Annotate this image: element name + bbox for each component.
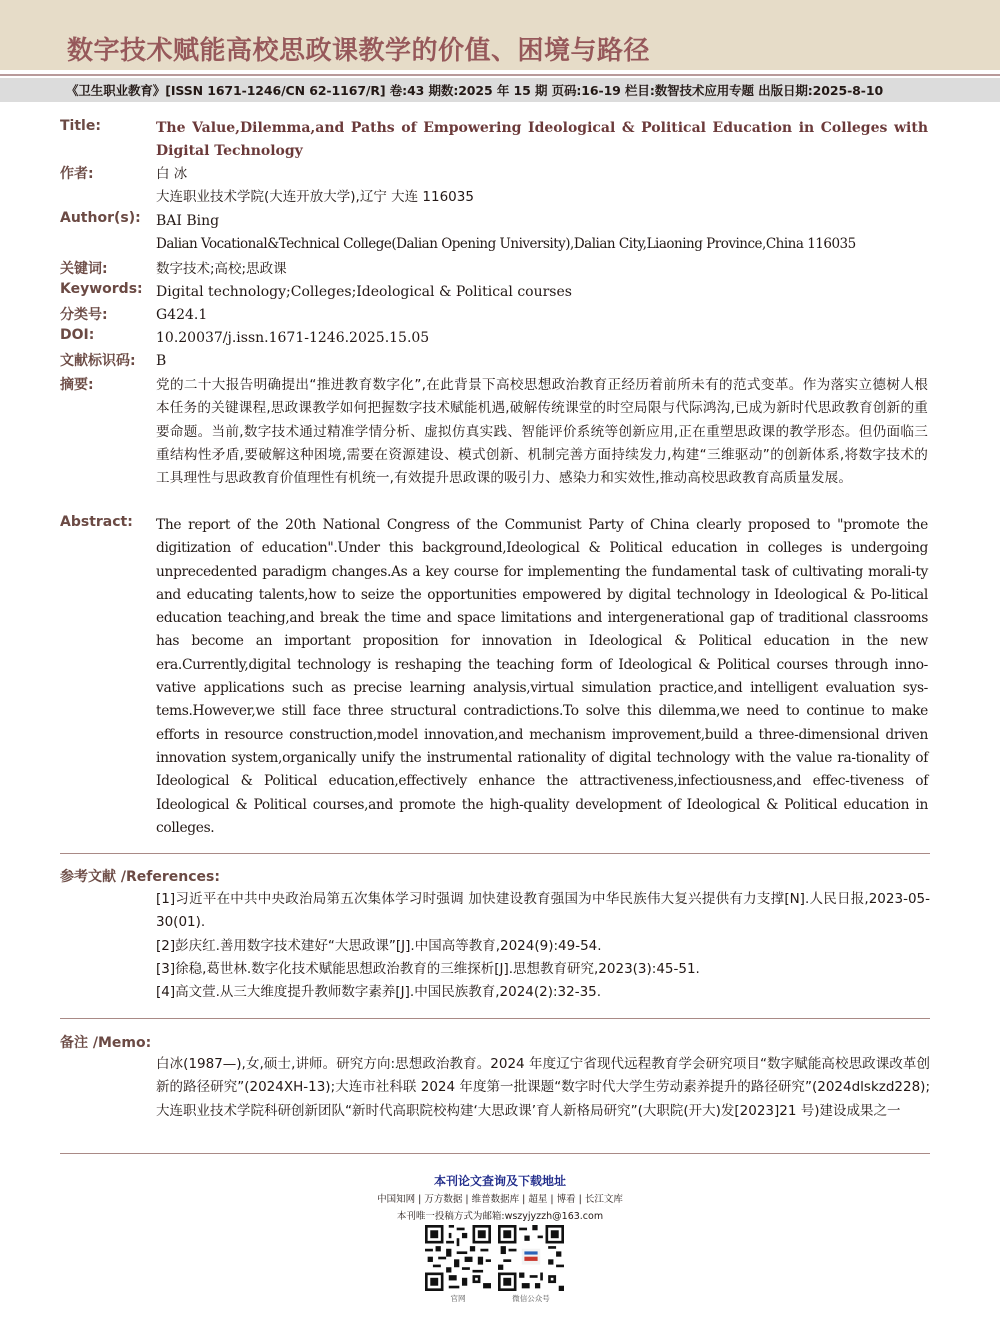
qr-label: 微信公众号 <box>512 1294 550 1303</box>
header-banner <box>0 0 1000 70</box>
title-en: The Value,Dilemma,and Paths of Empowering Ideological & Political Education in Colleges with Digital Technology <box>156 120 928 159</box>
divider <box>60 1153 930 1154</box>
field-author-en <box>60 210 930 256</box>
field-doi <box>60 327 930 350</box>
field-label: Keywords: <box>60 281 143 297</box>
field-keywords-en <box>60 281 930 304</box>
keywords-en: Digital technology;Colleges;Ideological & Political courses <box>156 284 572 300</box>
qr-code-icon[interactable] <box>425 1225 491 1291</box>
reference-item: [1]习近平在中共中央政治局第五次集体学习时强调 加快建设教育强国为中华民族伟大复兴提供有力支撑[N].人民日报,2023-05-30(01). <box>156 891 930 931</box>
field-label: 作者: <box>60 166 94 182</box>
author-affiliation-en: Dalian Vocational&Technical College(Dalian Opening University),Dalian City,Liaoning Province,China 116035 <box>156 236 856 252</box>
author-name-en: BAI Bing <box>156 213 220 229</box>
abstract-cn: 党的二十大报告明确提出“推进教育数字化”,在此背景下高校思想政治教育正经历着前所未有的范式变革。作为落实立德树人根本任务的关键课程,思政课教学如何把握数字技术赋能机遇,破解传统课堂的时空局限与代际鸿沟,已成为新时代思政教育创新的重要命题。当前,数字技术通过精准学情分析、虚拟仿真实践、智能评价系统等创新应用,正在重塑思政课的教学形态。但仍面临三重结构性矛盾,要破解这种困境,需要在资源建设、模式创新、机制完善方面持续发力,构建“三维驱动”的创新体系,将数字技术的工具理性与思政教育价值理性有机统一,有效提升思政课的吸引力、感染力和实效性,推动高校思政教育高质量发展。 <box>156 377 928 487</box>
field-label: 关键词: <box>60 261 108 277</box>
field-doc-code <box>60 350 930 373</box>
divider <box>60 1018 930 1019</box>
journal-meta-bar <box>0 78 1000 102</box>
qr-code-icon[interactable] <box>498 1225 564 1291</box>
memo-content: 白冰(1987—),女,硕士,讲师。研究方向:思想政治教育。2024 年度辽宁省现代远程教育学会研究项目“数字赋能高校思政课改革创新的路径研究”(2024XH-13);大连市社科联 2024 年度第一批课题“数字时代大学生劳动素养提升的路径研究”(2024dlskzd228);大连职业技术学院科研创新团队“新时代高职院校构建‘大思政课’育人新格局研究”(大职院(开大)发[2023]21 号)建设成果之一 <box>156 1056 930 1119</box>
keywords-cn: 数字技术;高校;思政课 <box>156 261 287 277</box>
submission-email: 本刊唯一投稿方式为邮箱:wszyjyzzh@163.com <box>396 1211 604 1222</box>
database-sources: 中国知网 | 万方数据 | 维普数据库 | 超星 | 博看 | 长江文库 <box>377 1194 623 1205</box>
memo-heading: 备注 /Memo: <box>60 1035 152 1051</box>
article-title-cn: 数字技术赋能高校思政课教学的价值、困境与路径 <box>67 36 651 66</box>
reference-item: [3]徐稳,葛世林.数字化技术赋能思想政治教育的三维探析[J].思想教育研究,2023(3):45-51. <box>156 960 700 977</box>
references-list <box>156 888 930 1004</box>
classification-number: G424.1 <box>156 307 208 323</box>
divider <box>60 853 930 854</box>
field-label: 文献标识码: <box>60 353 136 369</box>
field-keywords-cn <box>60 258 930 281</box>
field-classification <box>60 304 930 327</box>
field-label: 分类号: <box>60 307 108 323</box>
reference-item: [2]彭庆红.善用数字技术建好“大思政课”[J].中国高等教育,2024(9):49-54. <box>156 937 602 954</box>
author-name-cn: 白 冰 <box>156 166 188 182</box>
qr-label: 官网 <box>450 1294 466 1303</box>
abstract-en: The report of the 20th National Congress of the Communist Party of China clearly proposed to "promote the digitization of education".Under this background,Ideological & Political education in colleges is undergoing unprecedented paradigm changes.As a key course for implementing the fundamental task of cultivating morali-ty and educating talents,how to seize the opportunities empowered by digital technology in Ideological & Po-litical education teaching,and break the time and space limitations and intergenerational gap of traditional classrooms has become an important proposition for innovation in Ideological & Political education in the new era.Currently,digital technology is reshaping the teaching form of Ideological & Political courses through inno-vative applications such as precise learning analysis,virtual simulation practice,and intelligent evaluation sys-tems.However,we still face three structural contradictions.To solve this dilemma,we need to continue to make efforts in resource construction,model innovation,and mechanism improvement,build a three-dimensional driven innovation system,organically unify the instrumental rationality of digital technology with the value ra-tionality of Ideological & Political education,effectively enhance the attractiveness,infectiousness,and effec-tiveness of Ideological & Political courses,and promote the high-quality development of Ideological & Political education in colleges. <box>156 517 928 836</box>
divider <box>0 74 1000 76</box>
download-heading: 本刊论文查询及下载地址 <box>433 1174 566 1188</box>
doc-code-value: B <box>156 353 167 369</box>
references-heading: 参考文献 /References: <box>60 869 220 885</box>
author-affiliation-cn: 大连职业技术学院(大连开放大学),辽宁 大连 116035 <box>156 189 474 205</box>
field-abstract-en <box>60 514 930 844</box>
field-label: 摘要: <box>60 377 94 393</box>
field-label: Author(s): <box>60 210 141 226</box>
journal-meta: 《卫生职业教育》[ISSN 1671-1246/CN 62-1167/R] 卷:43 期数:2025 年 15 期 页码:16-19 栏目:数智技术应用专题 出版日期:2025-8-10 <box>66 83 884 98</box>
field-author-cn <box>60 163 930 209</box>
field-abstract-cn <box>60 374 930 514</box>
field-label: DOI: <box>60 327 95 343</box>
field-title <box>60 117 930 163</box>
doi-value: 10.20037/j.issn.1671-1246.2025.15.05 <box>156 330 430 346</box>
reference-item: [4]高文萱.从三大维度提升教师数字素养[J].中国民族教育,2024(2):32-35. <box>156 984 602 1001</box>
field-label: Abstract: <box>60 514 133 530</box>
field-label: Title: <box>60 118 101 134</box>
memo-text <box>156 1053 930 1123</box>
